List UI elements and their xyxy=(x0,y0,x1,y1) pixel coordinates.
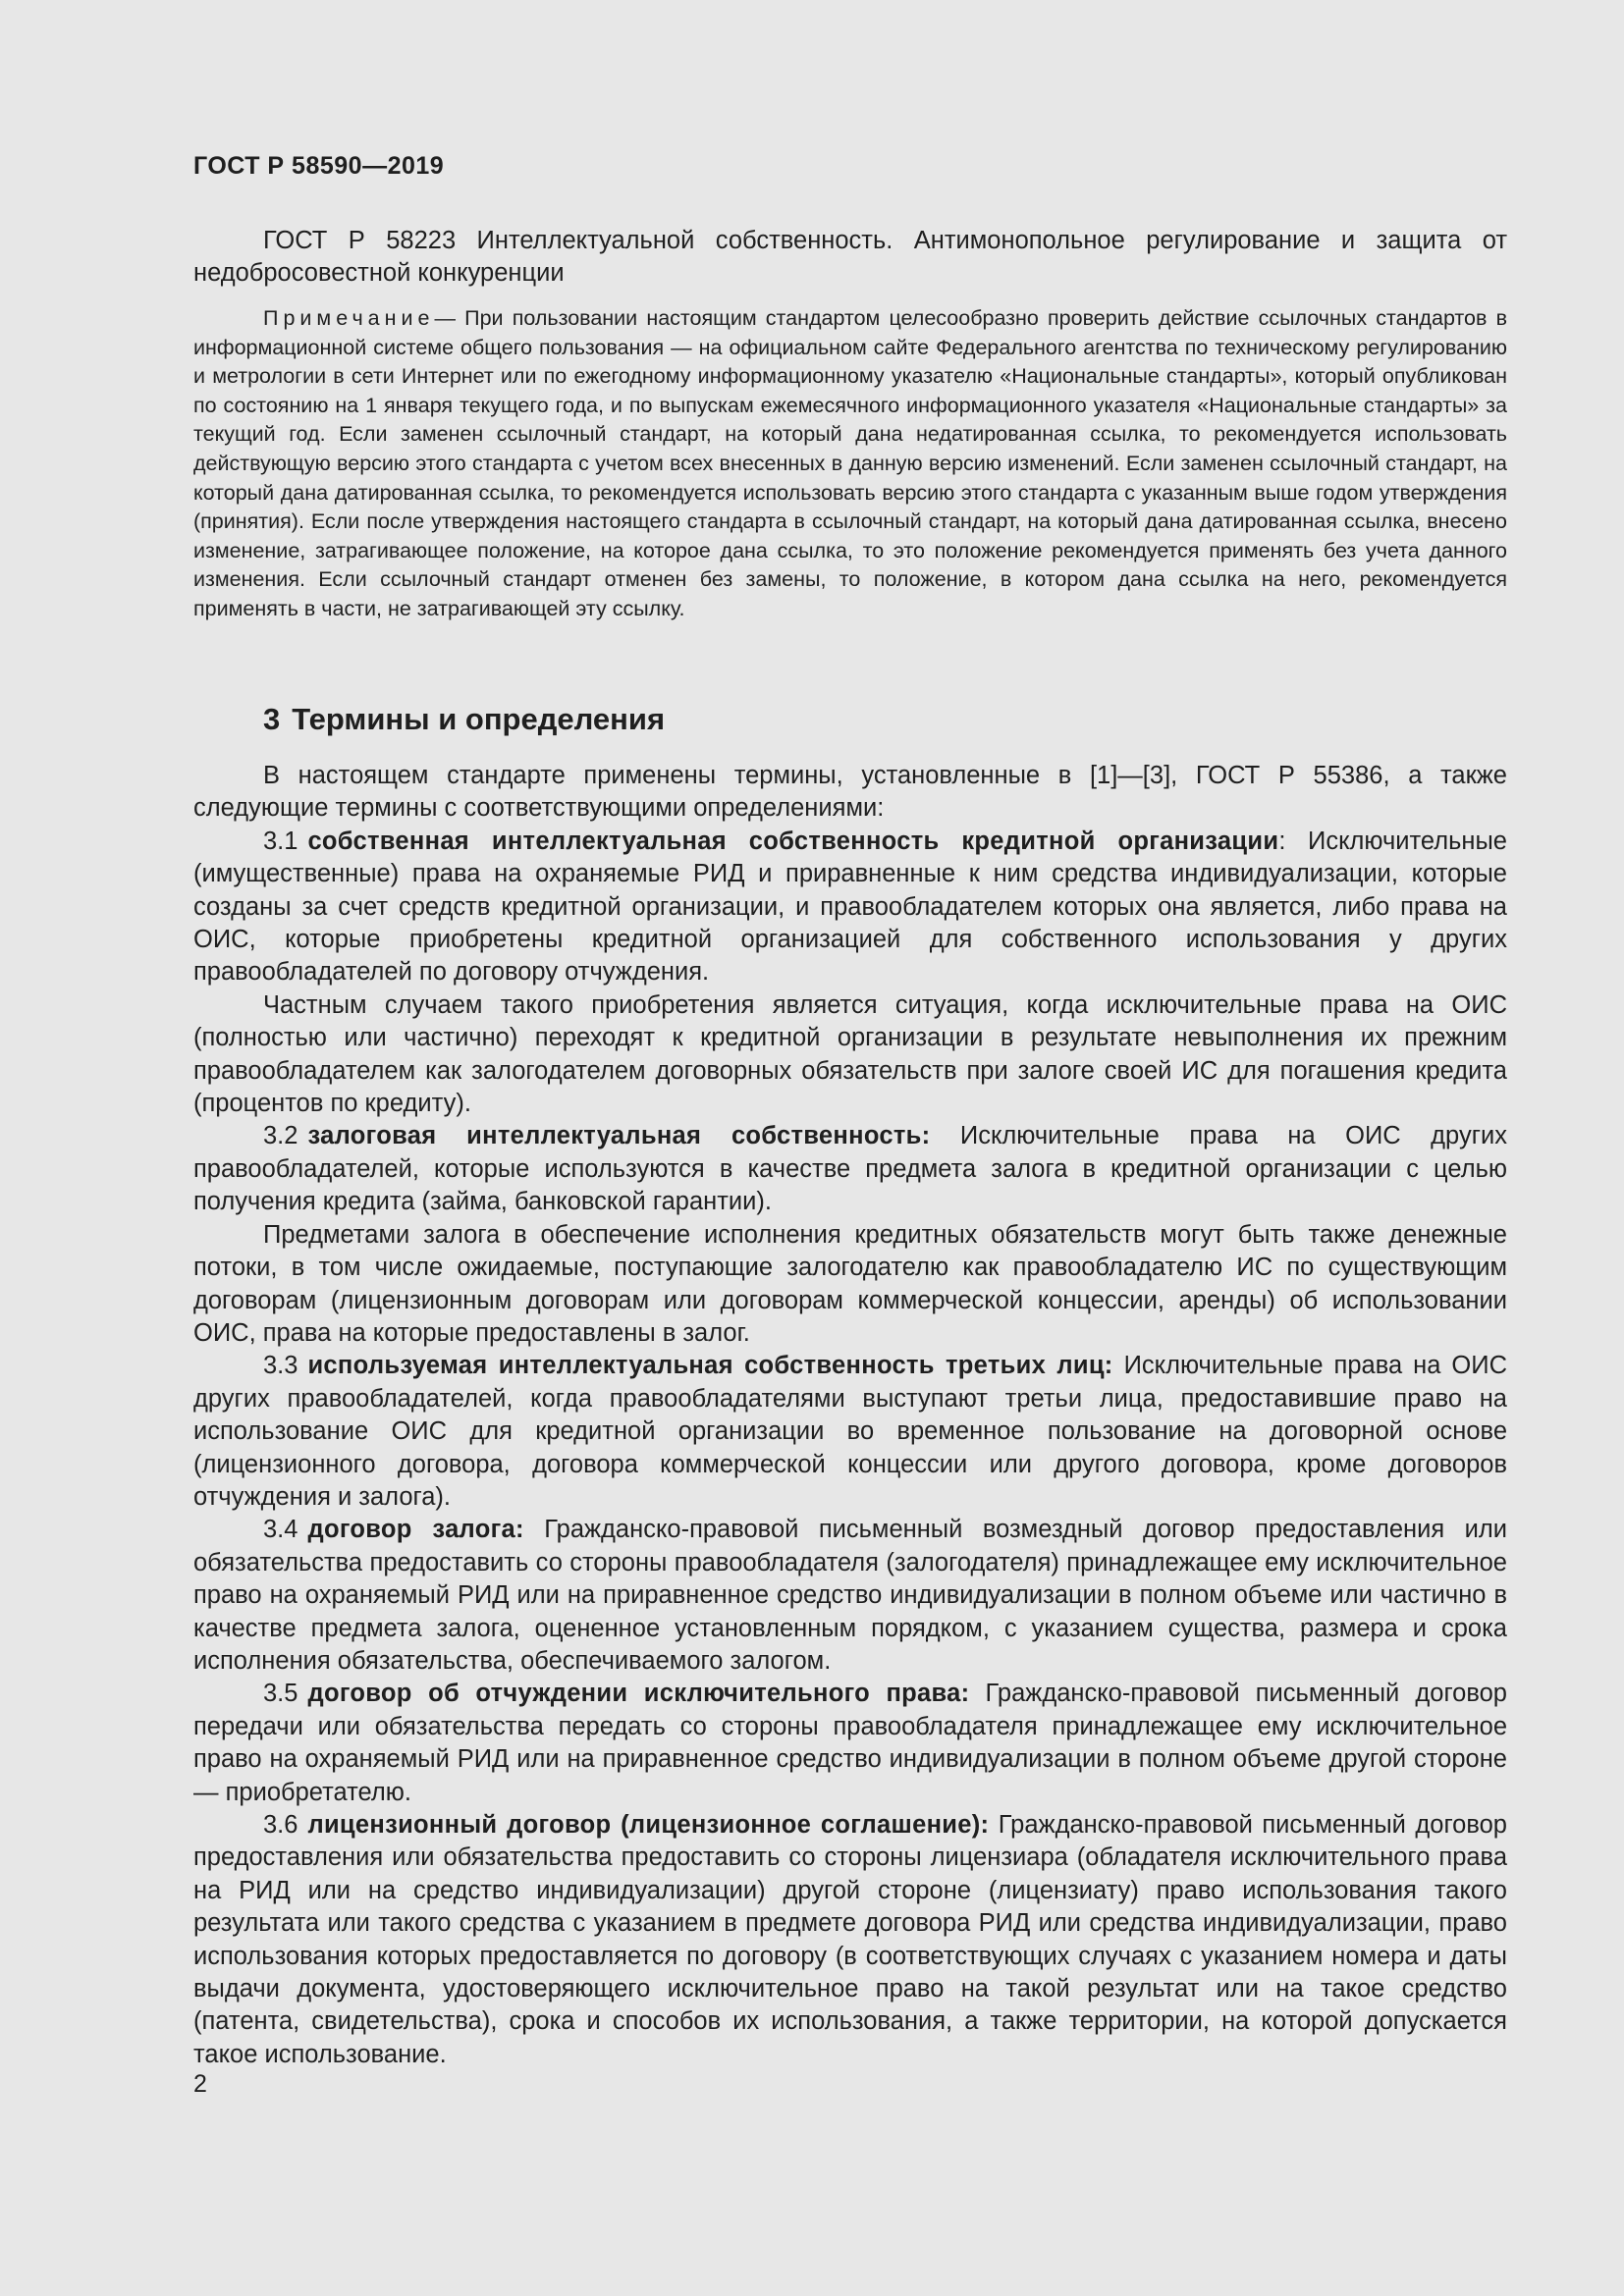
term-name: договор об отчуждении исключительного права: xyxy=(307,1680,970,1708)
page-number: 2 xyxy=(193,2070,207,2098)
term-name: лицензионный договор (лицензионное соглашение): xyxy=(307,1811,990,1839)
term-number: 3.4 xyxy=(263,1516,298,1544)
term-definition-text: Исключительные права на ОИС других правообладателей, когда правообладателями выступают третьи лица, предоставившие право на использование ОИС для кредитной организации во временное пользование на договорной основе (лицензионного договора, договора коммерческой концессии или другого договора, кроме договоров отчуждения и залога). xyxy=(193,1352,1507,1511)
term-definition xyxy=(193,1514,1507,1678)
term-note: Частным случаем такого приобретения является ситуация, когда исключительные права на ОИС (полностью или частично) переходят к кредитной организации в результате невыполнения их прежним правообладателем как залогодателем договорных обязательств при залоге своей ИС для погашения кредита (процентов по кредиту). xyxy=(193,990,1507,1118)
standard-code-header: ГОСТ Р 58590—2019 xyxy=(193,152,445,180)
term-definition-text: Гражданско-правовой письменный договор предоставления или обязательства предоставить со стороны лицензиара (обладателя исключительного права на РИД или на средство индивидуализации) другой стороне (лицензиату) право использования такого результата или такого средства с указанием в предмете договора РИД или средства индивидуализации, право использования которых предоставляется по договору (в соответствующих случаях с указанием номера и даты выдачи документа, удостоверяющего исключительное право на такой результат или на такое средство (патента, свидетельства), срока и способов их использования, а также территории, на которой допускается такое использование. xyxy=(193,1811,1507,2068)
section-body xyxy=(193,760,1507,2071)
term-definition-text: Гражданско-правовой письменный договор передачи или обязательства передать со стороны правообладателя принадлежащее ему исключительное право на охраняемый РИД или на приравненное средство индивидуализации в полном объеме другой стороне — приобретателю. xyxy=(193,1680,1507,1806)
note-text: — При пользовании настоящим стандартом целесообразно проверить действие ссылочных стандартов в информационной системе общего пользования — на официальном сайте Федерального агентства по техническому регулированию и метрологии в сети Интернет или по ежегодному информационному указателю «Национальные стандарты», который опубликован по состоянию на 1 января текущего года, и по выпускам ежемесячного информационного указателя «Национальные стандарты» за текущий год. Если заменен ссылочный стандарт, на который дана недатированная ссылка, то рекомендуется использовать действующую версию этого стандарта с учетом всех внесенных в данную версию изменений. Если заменен ссылочный стандарт, на который дана датированная ссылка, то рекомендуется использовать версию этого стандарта с указанным выше годом утверждения (принятия). Если после утверждения настоящего стандарта в ссылочный стандарт, на который дана датированная ссылка, внесено изменение, затрагивающее положение, на которое дана ссылка, то это положение рекомендуется применять без учета данного изменения. Если ссылочный стандарт отменен без замены, то положение, в котором дана ссылка на него, рекомендуется применять в части, не затрагивающей эту ссылку. xyxy=(193,306,1507,620)
term-name: собственная интеллектуальная собственность кредитной организации xyxy=(307,827,1279,855)
reference-item: ГОСТ Р 58223 Интеллектуальной собственность. Антимонопольное регулирование и защита от недобросовестной конкуренции xyxy=(193,227,1507,287)
section-heading xyxy=(263,700,665,739)
document-page xyxy=(193,0,1507,2296)
references-note xyxy=(193,304,1507,624)
term-note: Предметами залога в обеспечение исполнения кредитных обязательств могут быть также денежные потоки, в том числе ожидаемые, поступающие залогодателю как правообладателю ИС по существующим договорам (лицензионным договорам или договорам коммерческой концессии, аренды) об использовании ОИС, права на которые предоставлены в залог. xyxy=(193,1220,1507,1347)
section-intro: В настоящем стандарте применены термины, установленные в [1]—[3], ГОСТ Р 55386, а также следующие термины с соответствующими определениями: xyxy=(193,762,1507,823)
note-label: Примечание xyxy=(263,306,435,330)
term-number: 3.2 xyxy=(263,1122,298,1150)
term-definition xyxy=(193,826,1507,989)
term-number: 3.6 xyxy=(263,1811,298,1839)
section-title: Термины и определения xyxy=(292,702,666,736)
term-definition-text: : Исключительные (имущественные) права на охраняемые РИД и приравненные к ним средства индивидуализации, которые созданы за счет средств кредитной организации, и правообладателем которых она является, либо права на ОИС, которые приобретены кредитной организацией для собственного использования у других правообладателей по договору отчуждения. xyxy=(193,827,1507,987)
section-number: 3 xyxy=(263,702,281,736)
term-name: залоговая интеллектуальная собственность: xyxy=(307,1122,931,1150)
term-number: 3.5 xyxy=(263,1680,298,1708)
normative-references xyxy=(193,225,1507,290)
term-definition xyxy=(193,1809,1507,2071)
term-name: договор залога: xyxy=(307,1516,524,1544)
term-definition-text: Исключительные права на ОИС других правообладателей, которые используются в качестве предмета залога в кредитной организации с целью получения кредита (займа, банковской гарантии). xyxy=(193,1122,1507,1216)
term-definition xyxy=(193,1678,1507,1809)
term-definition xyxy=(193,1120,1507,1218)
note-paragraph xyxy=(193,304,1507,624)
term-definition-text: Гражданско-правовой письменный возмездный договор предоставления или обязательства предоставить со стороны правообладателя (залогодателя) принадлежащее ему исключительное право на охраняемый РИД или на приравненное средство индивидуализации в полном объеме или частично в качестве предмета залога, оцененное установленным порядком, с указанием существа, размера и срока исполнения обязательства, обеспечиваемого залогом. xyxy=(193,1516,1507,1675)
term-name: используемая интеллектуальная собственность третьих лиц: xyxy=(307,1352,1113,1380)
term-number: 3.1 xyxy=(263,827,298,855)
term-definition xyxy=(193,1350,1507,1514)
term-number: 3.3 xyxy=(263,1352,298,1380)
